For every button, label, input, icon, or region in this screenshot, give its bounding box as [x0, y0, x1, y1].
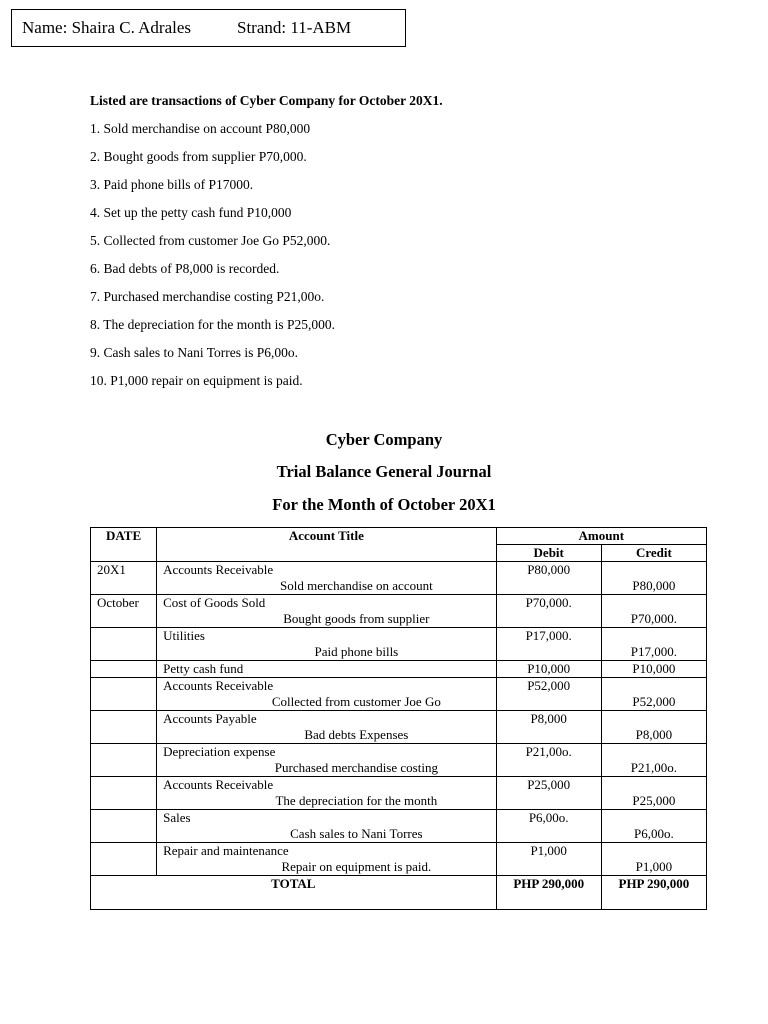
- row-credit: P17,000.: [630, 644, 677, 659]
- row-date: [91, 810, 157, 843]
- transaction-item: 3. Paid phone bills of P17000.: [90, 177, 254, 192]
- amount-header: Amount: [496, 528, 706, 545]
- transaction-item: 6. Bad debts of P8,000 is recorded.: [90, 261, 280, 276]
- row-description: Cash sales to Nani Torres: [290, 826, 423, 841]
- transaction-item: 5. Collected from customer Joe Go P52,000.: [90, 233, 331, 248]
- student-name: Name: Shaira C. Adrales: [22, 18, 192, 37]
- table-row: [91, 595, 707, 628]
- row-date: October: [91, 595, 157, 628]
- credit-header: Credit: [601, 545, 706, 562]
- row-credit: P70,000.: [630, 611, 677, 626]
- row-date: [91, 678, 157, 711]
- transactions-list: [90, 121, 335, 401]
- row-date: [91, 628, 157, 661]
- table-row: [91, 777, 707, 810]
- row-credit-cell: [601, 744, 706, 777]
- row-description: Repair on equipment is paid.: [281, 859, 432, 874]
- table-row: [91, 628, 707, 661]
- row-account-cell: [157, 711, 497, 744]
- transactions-intro: Listed are transactions of Cyber Company for October 20X1.: [90, 93, 443, 108]
- row-debit: P10,000: [496, 661, 601, 678]
- row-credit: P25,000: [632, 793, 676, 808]
- row-credit: P52,000: [632, 694, 676, 709]
- row-account-cell: [157, 777, 497, 810]
- row-credit-cell: [601, 595, 706, 628]
- row-credit: P6,00o.: [634, 826, 674, 841]
- row-description: Bad debts Expenses: [304, 727, 409, 742]
- row-account-cell: [157, 595, 497, 628]
- transaction-item: 2. Bought goods from supplier P70,000.: [90, 149, 307, 164]
- row-account-cell: [157, 843, 497, 876]
- row-account-cell: [157, 661, 497, 678]
- row-credit: P80,000: [632, 578, 676, 593]
- row-account: Cost of Goods Sold: [163, 595, 266, 610]
- table-row: [91, 678, 707, 711]
- report-period: For the Month of October 20X1: [272, 495, 496, 514]
- row-credit: P10,000: [601, 661, 706, 678]
- row-debit: P8,000: [496, 711, 601, 744]
- row-description: Collected from customer Joe Go: [271, 694, 441, 709]
- row-date: [91, 711, 157, 744]
- row-account: Accounts Receivable: [163, 562, 274, 577]
- row-debit: P1,000: [496, 843, 601, 876]
- row-credit-cell: [601, 777, 706, 810]
- row-account: Utilities: [163, 628, 205, 643]
- table-row: [91, 711, 707, 744]
- transaction-item: 7. Purchased merchandise costing P21,00o.: [90, 289, 325, 304]
- row-debit: P52,000: [496, 678, 601, 711]
- report-title: Trial Balance General Journal: [276, 462, 492, 481]
- row-account: Accounts Receivable: [163, 678, 274, 693]
- row-debit: P70,000.: [496, 595, 601, 628]
- row-date: [91, 843, 157, 876]
- row-credit-cell: [601, 628, 706, 661]
- row-debit: P6,00o.: [496, 810, 601, 843]
- row-account-cell: [157, 810, 497, 843]
- transaction-item: 9. Cash sales to Nani Torres is P6,00o.: [90, 345, 299, 360]
- row-credit: P8,000: [635, 727, 673, 742]
- row-date: [91, 777, 157, 810]
- row-description: Bought goods from supplier: [283, 611, 430, 626]
- row-date: [91, 744, 157, 777]
- table-row: [91, 562, 707, 595]
- row-credit: P1,000: [635, 859, 673, 874]
- table-row: [91, 843, 707, 876]
- date-header: DATE: [91, 528, 157, 562]
- row-date: [91, 661, 157, 678]
- total-debit: PHP 290,000: [496, 876, 601, 910]
- row-description: Sold merchandise on account: [280, 578, 433, 593]
- row-credit-cell: [601, 810, 706, 843]
- row-debit: P17,000.: [496, 628, 601, 661]
- row-account: Accounts Receivable: [163, 777, 274, 792]
- row-account: Accounts Payable: [163, 711, 257, 726]
- row-account: Repair and maintenance: [163, 843, 289, 858]
- row-account-cell: [157, 678, 497, 711]
- row-debit: P80,000: [496, 562, 601, 595]
- row-account: Sales: [163, 810, 191, 825]
- row-description: Purchased merchandise costing: [274, 760, 438, 775]
- row-account: Petty cash fund: [163, 661, 244, 676]
- debit-header: Debit: [496, 545, 601, 562]
- row-description: The depreciation for the month: [275, 793, 438, 808]
- total-credit: PHP 290,000: [601, 876, 706, 910]
- transaction-item: 4. Set up the petty cash fund P10,000: [90, 205, 292, 220]
- row-date: 20X1: [91, 562, 157, 595]
- row-credit: P21,00o.: [630, 760, 677, 775]
- row-account-cell: [157, 562, 497, 595]
- row-debit: P21,00o.: [496, 744, 601, 777]
- table-row: [91, 810, 707, 843]
- transaction-item: 10. P1,000 repair on equipment is paid.: [90, 373, 303, 388]
- total-row: [91, 876, 707, 910]
- trial-balance-table: [90, 527, 707, 910]
- account-title-header: Account Title: [157, 528, 497, 562]
- row-account-cell: [157, 628, 497, 661]
- table-row: [91, 661, 707, 678]
- row-description: Paid phone bills: [314, 644, 399, 659]
- row-account: Depreciation expense: [163, 744, 276, 759]
- company-name: Cyber Company: [325, 430, 443, 449]
- row-credit-cell: [601, 562, 706, 595]
- transaction-item: 1. Sold merchandise on account P80,000: [90, 121, 311, 136]
- student-strand: Strand: 11-ABM: [237, 18, 352, 37]
- transaction-item: 8. The depreciation for the month is P25,000.: [90, 317, 335, 332]
- row-credit-cell: [601, 711, 706, 744]
- table-row: [91, 744, 707, 777]
- row-debit: P25,000: [496, 777, 601, 810]
- row-account-cell: [157, 744, 497, 777]
- row-credit-cell: [601, 678, 706, 711]
- name-strand-box: [11, 9, 406, 47]
- row-credit-cell: [601, 843, 706, 876]
- total-label: TOTAL: [91, 876, 497, 910]
